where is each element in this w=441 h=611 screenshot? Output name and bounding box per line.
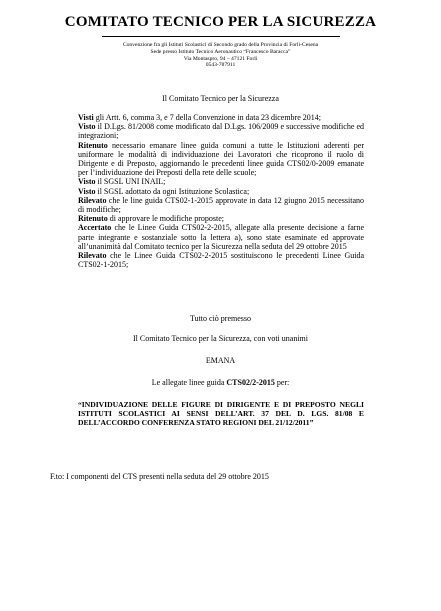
recital [78,187,364,196]
recital-label: Visti [78,113,94,122]
recital [78,223,364,251]
letterhead-line: Sede presso Istituto Tecnico Aeronautico “Francesco Baracca” [150,48,291,55]
committee-vote-line: Il Comitato Tecnico per la Sicurezza, con voti unanimi [132,334,308,343]
recital-text: di approvare le modifiche proposte; [107,214,224,224]
recital-label: Visto [78,122,96,132]
recital [78,196,364,214]
recital [78,251,364,269]
page-title: COMITATO TECNICO PER LA SICUREZZA [64,14,377,30]
recital-text: il D.Lgs. 81/2008 come modificato dal D.Lgs. 106/2009 e successive modifiche ed integrazioni; [78,122,364,141]
recital [78,214,364,223]
recitals [78,113,364,269]
recital-text: che le Linee Guida CTS02-2-2015, allegate alla presente decisione a farne parte integrante e sostanziale sotto la lettera a), sono state esaminate ed approvate all’unanimità dal Comitato tecnico per la Sicurezza nella seduta del 29 ottobre 2015 [78,223,364,251]
recital [78,122,364,140]
recital [78,113,364,122]
recital [78,177,364,186]
recital-text: che le line guida CTS02-1-2015 approvate in data 12 giugno 2015 necessitano di modifiche; [78,195,364,215]
recital-label: Visto [78,186,96,196]
letterhead-line: Convenzione fra gli Istituti Scolastici di Secondo grado della Provincia di Forlì-Cesena [122,42,319,48]
guide-line [0,378,441,387]
recital-label: Accertato [78,223,112,233]
recital-label: Ritenuto [78,140,108,150]
intro-line: Il Comitato Tecnico per la Sicurezza [162,94,279,103]
recital-label: Rilevato [78,251,107,261]
recital-text: il SGSL adottato da ogni Istituzione Scolastica; [95,186,250,196]
guide-title: “INDIVIDUAZIONE DELLE FIGURE DI DIRIGENTE E DI PREPOSTO NEGLI ISTITUTI SCOLASTICI AI SENSI DELL’ART. 37 DEL D. LGS. 81/08 E DELL’ACCORDO CONFERENZA STATO REGIONI DEL 21/12/2011” [78,400,364,428]
recital-text: che le Linee Guida CTS02-2-2015 sostituiscono le precedenti Linee Guida CTS02-1-2015; [78,251,364,270]
guide-suffix: per: [274,378,290,387]
recital-text: necessario emanare linee guida comuni a tutte le Istituzioni aderenti per uniformare le modalità di individuazione dei Lavoratori che ricoprono il ruolo di Dirigente e di Preposto, aggiornando le precedenti linee guida CTS02/0-2009 emanate per l’individuazione dei Preposti della rete delle scuole; [78,140,364,178]
letterhead [0,42,441,69]
emana-heading: EMANA [205,356,236,365]
guide-code: CTS02/2-2015 [226,378,275,387]
guide-prefix: Le allegate linee guida [151,378,227,387]
recital [78,141,364,178]
letterhead-line: 0543-787911 [205,62,236,69]
recital-text: il SGSL UNI INAIL; [95,177,166,187]
recital-label: Visto [78,177,96,187]
premise-line: Tutto ciò premesso [189,314,252,323]
letterhead-line: Via Montaspro, 94 – 47121 Forlì [183,55,258,62]
signature-line: F.to: I componenti del CTS presenti nella seduta del 29 ottobre 2015 [50,472,269,481]
recital-label: Ritenuto [78,214,108,224]
recital-label: Rilevato [78,195,107,205]
recital-text: gli Artt. 6, comma 3, e 7 della Convenzione in data 23 dicembre 2014; [93,113,321,122]
title-underline [102,36,340,37]
